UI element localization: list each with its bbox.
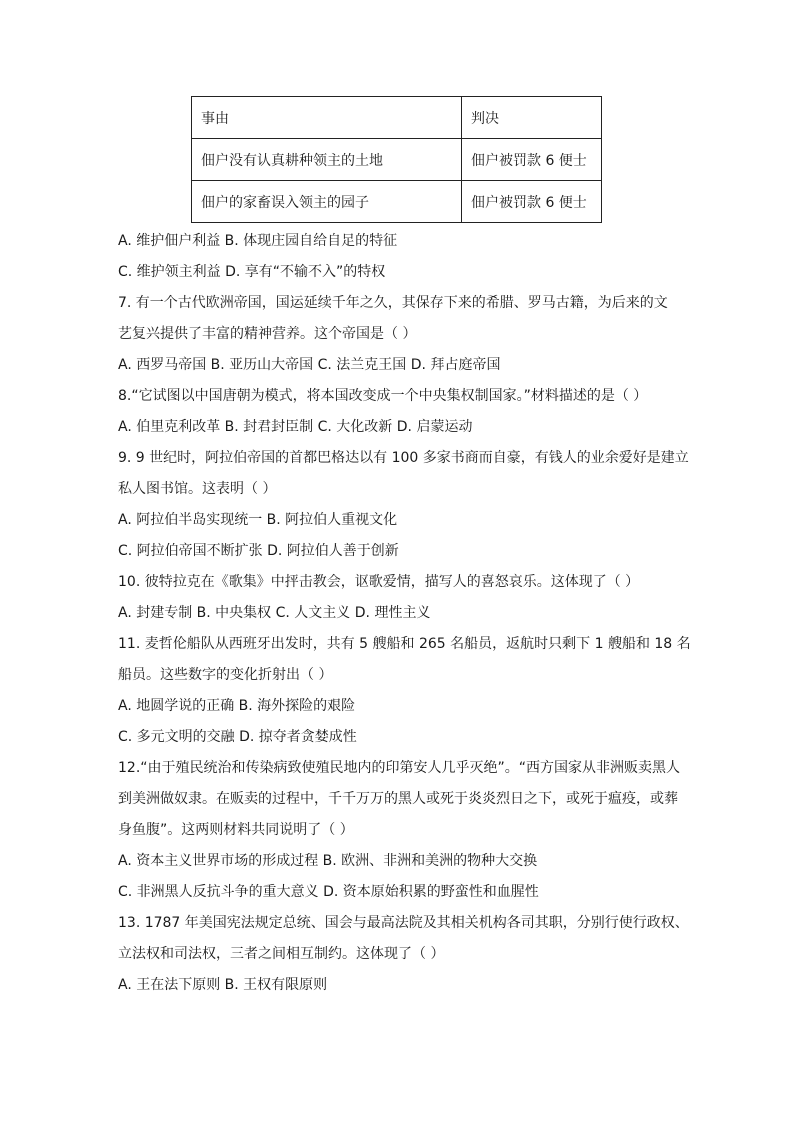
- answer-options-line: A. 资本主义世界市场的形成过程 B. 欧洲、非洲和美洲的物种大交换: [118, 853, 538, 869]
- question-12-stem: 身鱼腹”。这两则材料共同说明了（ ）: [118, 822, 354, 838]
- table-cell: 佃户的家畜误入领主的园子: [192, 181, 462, 223]
- answer-options-line: A. 封建专制 B. 中央集权 C. 人文主义 D. 理性主义: [118, 605, 431, 621]
- answer-options-line: A. 西罗马帝国 B. 亚历山大帝国 C. 法兰克王国 D. 拜占庭帝国: [118, 357, 501, 373]
- table-cell: 佃户没有认真耕种领主的土地: [192, 139, 462, 181]
- answer-options-line: A. 地圆学说的正确 B. 海外探险的艰险: [118, 698, 356, 714]
- table-header-row: [192, 97, 602, 139]
- table-row: [192, 181, 602, 223]
- answer-options-line: A. 王在法下原则 B. 王权有限原则: [118, 977, 328, 993]
- question-10-stem: 10. 彼特拉克在《歌集》中抨击教会，讴歌爱情，描写人的喜怒哀乐。这体现了（ ）: [118, 574, 640, 590]
- question-11-stem: 11. 麦哲伦船队从西班牙出发时，共有 5 艘船和 265 名船员，返航时只剩下 1 艘船和 18 名: [118, 636, 691, 652]
- question-13-stem: 13. 1787 年美国宪法规定总统、国会与最高法院及其相关机构各司其职，分别行使行政权、: [118, 915, 689, 931]
- question-13-stem: 立法权和司法权，三者之间相互制约。这体现了（ ）: [118, 946, 445, 962]
- answer-options-line: A. 伯里克利改革 B. 封君封臣制 C. 大化改新 D. 启蒙运动: [118, 419, 473, 435]
- question-9-stem: 私人图书馆。这表明（ ）: [118, 481, 277, 497]
- answer-options-line: A. 维护佃户利益 B. 体现庄园自给自足的特征: [118, 233, 398, 249]
- answer-options-line: C. 维护领主利益 D. 享有“不输不入”的特权: [118, 264, 386, 280]
- table-cell: 佃户被罚款 6 便士: [462, 181, 602, 223]
- table-header-cell: 事由: [192, 97, 462, 139]
- question-7-stem: 7. 有一个古代欧洲帝国，国运延续千年之久，其保存下来的希腊、罗马古籍，为后来的文: [118, 295, 668, 311]
- answer-options-line: C. 非洲黑人反抗斗争的重大意义 D. 资本原始积累的野蛮性和血腥性: [118, 884, 539, 900]
- question-7-stem: 艺复兴提供了丰富的精神营养。这个帝国是（ ）: [118, 326, 417, 342]
- answer-options-line: C. 阿拉伯帝国不断扩张 D. 阿拉伯人善于创新: [118, 543, 399, 559]
- question-text-block: [118, 226, 691, 1001]
- question-12-stem: 到美洲做奴隶。在贩卖的过程中，千千万万的黑人或死于炎炎烈日之下，或死于瘟疫，或葬: [118, 791, 678, 807]
- question-8-stem: 8.“它试图以中国唐朝为模式，将本国改变成一个中央集权制国家。”材料描述的是（ ）: [118, 388, 648, 404]
- table-cell: 佃户被罚款 6 便士: [462, 139, 602, 181]
- question-12-stem: 12.“由于殖民统治和传染病致使殖民地内的印第安人几乎灭绝”。“西方国家从非洲贩卖黑人: [118, 760, 681, 776]
- case-verdict-table: [191, 96, 602, 223]
- question-11-stem: 船员。这些数字的变化折射出（ ）: [118, 667, 333, 683]
- question-9-stem: 9. 9 世纪时，阿拉伯帝国的首都巴格达以有 100 多家书商而自豪，有钱人的业余爱好是建立: [118, 450, 689, 466]
- table-header-cell: 判决: [462, 97, 602, 139]
- answer-options-line: A. 阿拉伯半岛实现统一 B. 阿拉伯人重视文化: [118, 512, 398, 528]
- table-row: [192, 139, 602, 181]
- answer-options-line: C. 多元文明的交融 D. 掠夺者贪婪成性: [118, 729, 357, 745]
